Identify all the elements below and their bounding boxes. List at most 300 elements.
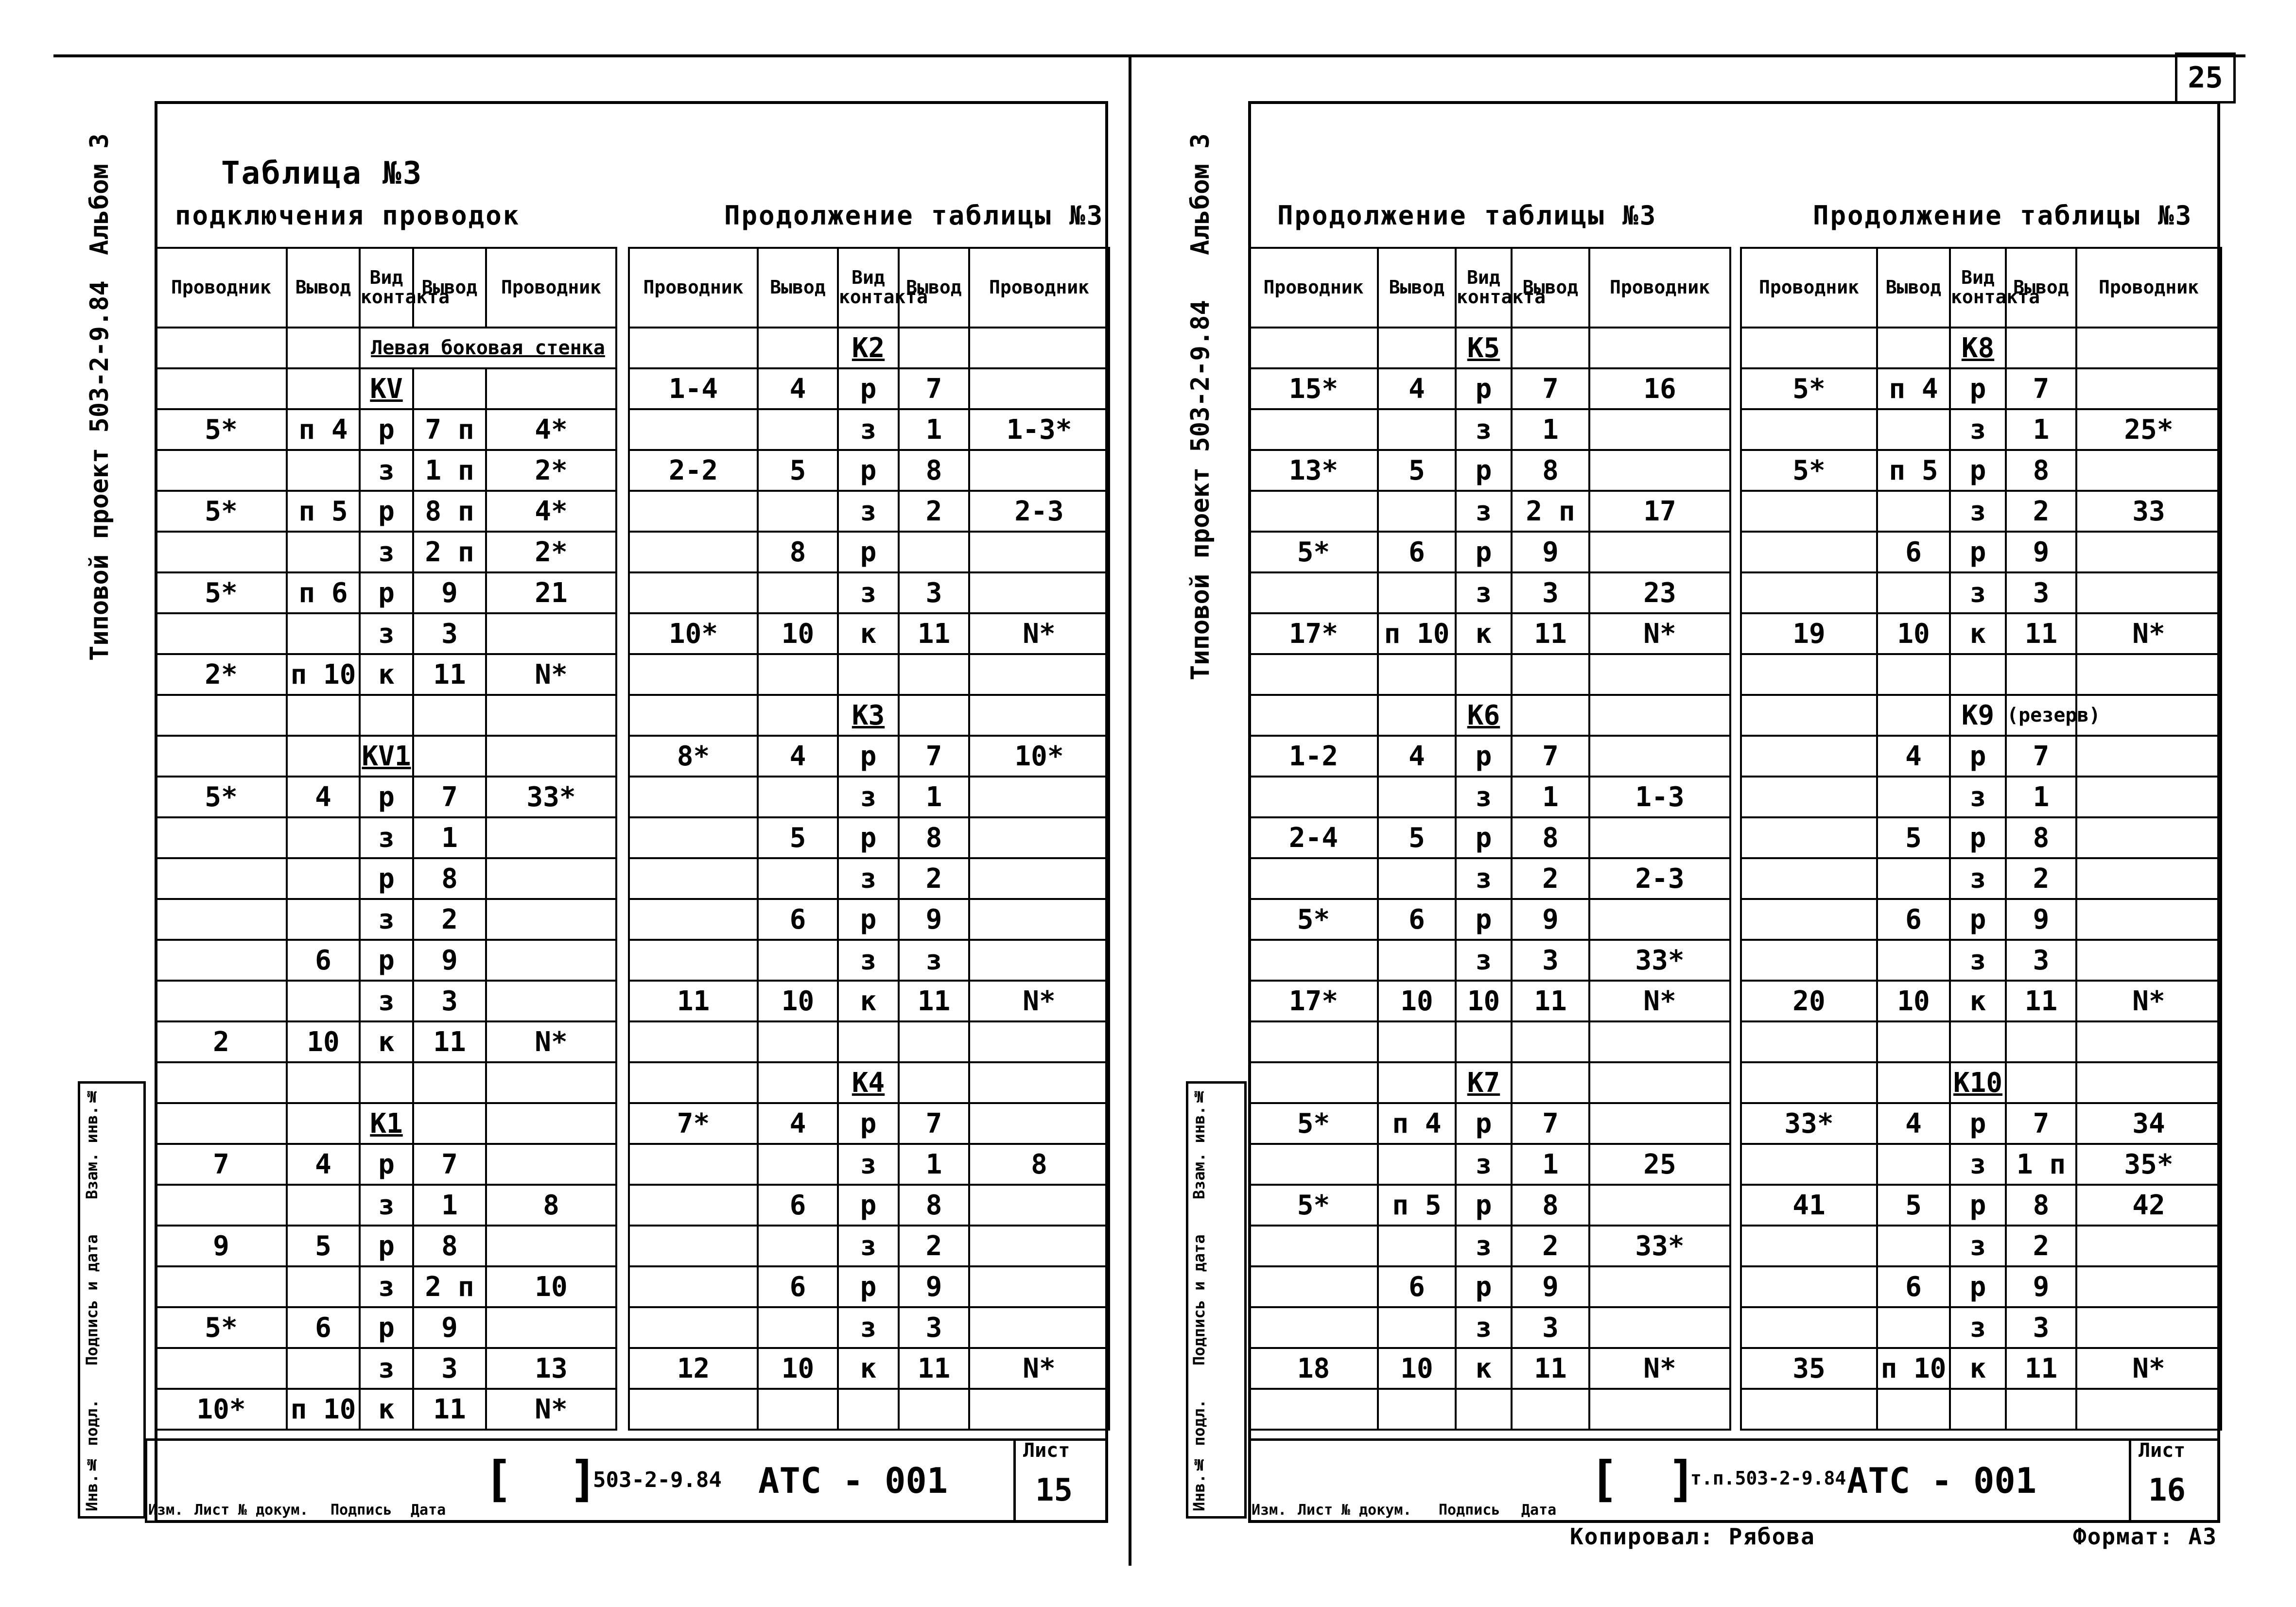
table-cell: 2-3 xyxy=(1589,858,1730,899)
table-cell xyxy=(629,328,758,368)
table-cell: 5* xyxy=(1741,368,1877,409)
table-cell xyxy=(156,1266,287,1307)
table-cell xyxy=(1249,1307,1378,1348)
table-cell: 7 xyxy=(1512,368,1589,409)
table-cell: п 4 xyxy=(287,409,360,450)
table-cell: 9 xyxy=(156,1226,287,1266)
table-cell xyxy=(1589,899,1730,940)
table-cell xyxy=(1877,654,1950,695)
table-cell xyxy=(1378,1021,1456,1062)
table-cell xyxy=(1589,1021,1730,1062)
right-stamp-list: Лист xyxy=(1298,1502,1333,1519)
table-cell xyxy=(1741,1021,1877,1062)
table-cell xyxy=(2076,1389,2221,1430)
table-cell: з xyxy=(1950,777,2006,817)
table-cell: з xyxy=(360,613,413,654)
table-cell: р xyxy=(360,940,413,981)
table-cell: 2* xyxy=(486,450,616,491)
table-cell xyxy=(758,409,838,450)
table-cell: 5 xyxy=(287,1226,360,1266)
table-cell xyxy=(1950,1389,2006,1430)
table-cell: 4 xyxy=(758,1103,838,1144)
table-cell: 8 xyxy=(413,1226,486,1266)
table-cell: з xyxy=(838,1307,899,1348)
table-cell xyxy=(287,981,360,1021)
table-cell: 2-2 xyxy=(629,450,758,491)
table-cell: 3 xyxy=(413,981,486,1021)
table-cell xyxy=(969,1103,1109,1144)
table-cell: 11 xyxy=(1512,1348,1589,1389)
table-cell xyxy=(287,368,360,409)
table-cell xyxy=(1378,1226,1456,1266)
table-cell xyxy=(1589,1185,1730,1226)
table-cell: р xyxy=(360,409,413,450)
table-cell: 11 xyxy=(2006,981,2076,1021)
table-cell: з xyxy=(360,1348,413,1389)
table-cell xyxy=(486,899,616,940)
table-cell: 4 xyxy=(1877,1103,1950,1144)
table-cell xyxy=(1741,1144,1877,1185)
left-sheet-number: 15 xyxy=(1035,1472,1073,1508)
table-cell xyxy=(1589,450,1730,491)
table-cell xyxy=(1877,409,1950,450)
table-cell xyxy=(1378,1307,1456,1348)
table-row xyxy=(1741,1226,2221,1266)
table-cell xyxy=(1877,777,1950,817)
table-cell xyxy=(1950,654,2006,695)
table-cell: 9 xyxy=(899,899,969,940)
table-cell xyxy=(1877,491,1950,532)
table-cell xyxy=(1741,654,1877,695)
table-cell: з xyxy=(838,1144,899,1185)
table-row xyxy=(1741,1021,2221,1062)
table-row xyxy=(1249,1348,1730,1389)
table-cell xyxy=(1456,654,1512,695)
table-cell: 5* xyxy=(156,409,287,450)
table-cell: 1 п xyxy=(413,450,486,491)
table-row xyxy=(1741,695,2221,736)
table-cell: з xyxy=(1950,940,2006,981)
table-cell: 35 xyxy=(1741,1348,1877,1389)
column-header-conductor: Проводник xyxy=(629,248,758,328)
table-cell xyxy=(969,368,1109,409)
table-cell xyxy=(838,1021,899,1062)
table-cell xyxy=(486,1062,616,1103)
table-cell: 7 xyxy=(899,736,969,777)
table-cell: п 5 xyxy=(1877,450,1950,491)
table-cell: 2 xyxy=(1512,858,1589,899)
table-cell: р xyxy=(1950,899,2006,940)
table-row xyxy=(156,858,616,899)
table-cell: р xyxy=(360,1226,413,1266)
table-cell: 5 xyxy=(1877,817,1950,858)
table-cell: 1-2 xyxy=(1249,736,1378,777)
table-row xyxy=(629,491,1109,532)
table-cell xyxy=(1589,328,1730,368)
table-cell: р xyxy=(1456,368,1512,409)
table-cell: 21 xyxy=(486,572,616,613)
right-continuation-left: Продолжение таблицы №3 xyxy=(1277,200,1657,231)
table-cell xyxy=(1378,491,1456,532)
table-cell xyxy=(1249,654,1378,695)
table-row xyxy=(1249,654,1730,695)
table-cell xyxy=(1512,328,1589,368)
relay-section-label: K4 xyxy=(838,1062,899,1103)
table-row xyxy=(1249,1103,1730,1144)
table-cell xyxy=(758,858,838,899)
table-cell: р xyxy=(838,450,899,491)
table-row xyxy=(1249,981,1730,1021)
table-cell: п 6 xyxy=(287,572,360,613)
table-cell: 9 xyxy=(1512,899,1589,940)
table-cell xyxy=(2006,1021,2076,1062)
table-cell: 2* xyxy=(486,532,616,572)
table-cell: 33* xyxy=(1589,1226,1730,1266)
table-row xyxy=(156,368,616,409)
table-row xyxy=(629,858,1109,899)
column-header-contact-type: Вид контакта xyxy=(838,248,899,328)
table-cell: 3 xyxy=(1512,572,1589,613)
table-cell: 5* xyxy=(1249,532,1378,572)
table-header-row xyxy=(1249,248,1730,328)
table-cell xyxy=(156,899,287,940)
table-cell: п 4 xyxy=(1877,368,1950,409)
table-cell xyxy=(1378,940,1456,981)
wiring-table-3 xyxy=(1248,247,1731,1431)
table-cell xyxy=(1741,532,1877,572)
table-cell: 2* xyxy=(156,654,287,695)
table-cell: 3 xyxy=(413,613,486,654)
table-row xyxy=(1249,817,1730,858)
relay-section-label: K7 xyxy=(1456,1062,1512,1103)
table-cell xyxy=(1456,1389,1512,1430)
table-header-row xyxy=(629,248,1109,328)
table-cell: з xyxy=(1950,491,2006,532)
table-cell xyxy=(1589,736,1730,777)
column-header-terminal-2: Вывод xyxy=(1512,248,1589,328)
column-header-terminal-2: Вывод xyxy=(899,248,969,328)
table-cell xyxy=(969,899,1109,940)
table-cell xyxy=(1741,736,1877,777)
table-cell: N* xyxy=(1589,613,1730,654)
table-cell xyxy=(1877,695,1950,736)
table-cell xyxy=(969,450,1109,491)
table-cell xyxy=(486,1226,616,1266)
table-cell: 5* xyxy=(1249,1185,1378,1226)
column-header-contact-type: Вид контакта xyxy=(360,248,413,328)
table-cell: 11 xyxy=(1512,613,1589,654)
table-cell: 15* xyxy=(1249,368,1378,409)
table-cell xyxy=(629,1266,758,1307)
table-cell: з xyxy=(1456,1307,1512,1348)
table-row xyxy=(1249,450,1730,491)
table-cell xyxy=(287,1062,360,1103)
table-cell xyxy=(1589,1266,1730,1307)
table-cell: 17 xyxy=(1589,491,1730,532)
left-bracket-close: ] xyxy=(569,1451,598,1507)
table-cell: 4 xyxy=(758,368,838,409)
table-row xyxy=(1249,1389,1730,1430)
table-cell xyxy=(156,736,287,777)
table-cell xyxy=(758,1307,838,1348)
table-cell: 9 xyxy=(2006,532,2076,572)
table-cell xyxy=(969,328,1109,368)
table-cell xyxy=(1249,1226,1378,1266)
table-cell: 8 xyxy=(413,858,486,899)
table-row xyxy=(629,450,1109,491)
table-cell xyxy=(629,777,758,817)
table-cell xyxy=(629,1307,758,1348)
table-cell xyxy=(1512,1021,1589,1062)
table-cell: р xyxy=(838,1103,899,1144)
table-row xyxy=(1741,1062,2221,1103)
table-row xyxy=(156,1266,616,1307)
relay-section-label: K6 xyxy=(1456,695,1512,736)
table-cell: 2 xyxy=(899,858,969,899)
table-row xyxy=(629,1021,1109,1062)
table-row xyxy=(156,613,616,654)
table-cell xyxy=(1456,1021,1512,1062)
table-cell xyxy=(838,1389,899,1430)
table-cell xyxy=(1877,1062,1950,1103)
table-cell xyxy=(287,532,360,572)
right-album-label: Альбом 3 xyxy=(1186,133,1215,256)
table-header-row xyxy=(1741,248,2221,328)
table-row xyxy=(1249,1144,1730,1185)
table-cell: п 5 xyxy=(287,491,360,532)
column-header-terminal: Вывод xyxy=(287,248,360,328)
table-cell xyxy=(2076,328,2221,368)
table-cell: р xyxy=(1456,1103,1512,1144)
table-cell: р xyxy=(360,1144,413,1185)
table-cell xyxy=(486,817,616,858)
table-cell xyxy=(1378,654,1456,695)
page-number: 25 xyxy=(2175,52,2236,104)
table-cell: 3 xyxy=(1512,940,1589,981)
table-row xyxy=(1249,491,1730,532)
table-cell: N* xyxy=(1589,981,1730,1021)
table-cell: з xyxy=(360,981,413,1021)
table-cell: 5* xyxy=(156,777,287,817)
table-cell: 10 xyxy=(486,1266,616,1307)
table-cell: K9 xyxy=(1950,695,2006,736)
table-cell: з xyxy=(1950,1226,2006,1266)
table-cell: з xyxy=(1456,777,1512,817)
table-cell xyxy=(969,695,1109,736)
right-project-label: Типовой проект 503-2-9.84 xyxy=(1186,300,1215,680)
table-cell: р xyxy=(1456,450,1512,491)
left-bracket-open: [ xyxy=(484,1451,513,1507)
table-row xyxy=(1741,654,2221,695)
table-row xyxy=(629,1389,1109,1430)
table-cell: 11 xyxy=(2006,1348,2076,1389)
table-row xyxy=(1741,1389,2221,1430)
table-row xyxy=(1741,450,2221,491)
table-cell xyxy=(969,1185,1109,1226)
table-cell xyxy=(2076,940,2221,981)
table-cell xyxy=(2076,532,2221,572)
table-cell: 4 xyxy=(1877,736,1950,777)
table-cell: р xyxy=(838,368,899,409)
table-cell xyxy=(969,858,1109,899)
table-row xyxy=(1249,409,1730,450)
table-cell: з xyxy=(360,817,413,858)
right-strip-sign: Подпись и дата xyxy=(1190,1234,1208,1365)
table-cell: р xyxy=(838,736,899,777)
table-cell: 2-3 xyxy=(969,491,1109,532)
table-cell: 3 xyxy=(2006,1307,2076,1348)
table-cell: 6 xyxy=(287,1307,360,1348)
table-cell xyxy=(758,777,838,817)
table-cell xyxy=(758,1226,838,1266)
table-cell xyxy=(629,1144,758,1185)
table-cell: 7 xyxy=(2006,736,2076,777)
table-row xyxy=(629,368,1109,409)
table-cell: 8 xyxy=(1512,450,1589,491)
table-cell: р xyxy=(360,572,413,613)
table-cell xyxy=(2076,736,2221,777)
table-cell xyxy=(969,532,1109,572)
wiring-table-1 xyxy=(155,247,617,1431)
table-cell xyxy=(287,1185,360,1226)
table-row xyxy=(1741,572,2221,613)
table-cell: 9 xyxy=(413,1307,486,1348)
table-row xyxy=(156,654,616,695)
table-cell xyxy=(629,1021,758,1062)
table-cell: 2 xyxy=(413,899,486,940)
table-cell: 3 xyxy=(413,1348,486,1389)
table-cell: 8 xyxy=(758,532,838,572)
table-row xyxy=(629,1348,1109,1389)
table-cell xyxy=(1877,1144,1950,1185)
table-cell: р xyxy=(360,777,413,817)
table-row xyxy=(156,572,616,613)
table-cell: N* xyxy=(969,1348,1109,1389)
table-cell: к xyxy=(838,981,899,1021)
table-cell: 9 xyxy=(2006,1266,2076,1307)
table-cell xyxy=(2076,368,2221,409)
table-cell xyxy=(1877,328,1950,368)
table-cell xyxy=(486,695,616,736)
table-cell xyxy=(629,817,758,858)
table-row xyxy=(156,1062,616,1103)
table-cell: 5 xyxy=(1378,817,1456,858)
table-cell: 8 xyxy=(2006,450,2076,491)
right-stamp-doc: № докум. xyxy=(1341,1502,1412,1519)
table-cell xyxy=(899,328,969,368)
table-cell xyxy=(1589,1062,1730,1103)
column-header-contact-type: Вид контакта xyxy=(1456,248,1512,328)
table-cell xyxy=(629,858,758,899)
table-cell: 20 xyxy=(1741,981,1877,1021)
table-row xyxy=(1249,1266,1730,1307)
right-bracket-close: ] xyxy=(1667,1451,1697,1507)
table-cell: к xyxy=(1950,981,2006,1021)
table-row xyxy=(156,1185,616,1226)
table-cell: N* xyxy=(2076,1348,2221,1389)
table-row xyxy=(1741,1266,2221,1307)
table-row xyxy=(156,817,616,858)
table-cell xyxy=(1249,491,1378,532)
table-cell xyxy=(287,1266,360,1307)
table-cell xyxy=(1512,1389,1589,1430)
table-row xyxy=(156,899,616,940)
table-cell: 33* xyxy=(1741,1103,1877,1144)
table-cell xyxy=(899,1062,969,1103)
column-header-terminal-2: Вывод xyxy=(2006,248,2076,328)
table-cell xyxy=(1877,1307,1950,1348)
right-stamp-date: Дата xyxy=(1521,1502,1557,1519)
table-cell: 2 п xyxy=(413,1266,486,1307)
table-row xyxy=(629,736,1109,777)
table-cell: 5* xyxy=(1249,1103,1378,1144)
table-row xyxy=(629,1103,1109,1144)
left-doc-code: 503-2-9.84 xyxy=(593,1468,722,1492)
table-cell: 11 xyxy=(413,1389,486,1430)
table-cell: з xyxy=(1456,1144,1512,1185)
column-header-contact-type: Вид контакта xyxy=(1950,248,2006,328)
table-row xyxy=(629,654,1109,695)
table-cell: 5 xyxy=(758,817,838,858)
column-header-conductor-2: Проводник xyxy=(486,248,616,328)
table-cell: 7 xyxy=(899,1103,969,1144)
table-cell xyxy=(1950,1021,2006,1062)
table-cell: 9 xyxy=(2006,899,2076,940)
table-cell: 7 xyxy=(2006,368,2076,409)
table-cell: 2 xyxy=(2006,858,2076,899)
table-cell: з xyxy=(838,777,899,817)
table-cell: к xyxy=(838,613,899,654)
table-cell: 1 xyxy=(2006,409,2076,450)
table-cell: 7 xyxy=(413,777,486,817)
table-cell xyxy=(2076,1021,2221,1062)
table-cell xyxy=(1249,858,1378,899)
table-cell: 10 xyxy=(758,1348,838,1389)
table-cell: 11 xyxy=(1512,981,1589,1021)
table-cell: п 10 xyxy=(287,1389,360,1430)
table-cell: 5 xyxy=(1378,450,1456,491)
table-cell: з xyxy=(838,572,899,613)
left-strip-inv: Инв.№ подл. xyxy=(83,1399,101,1512)
table-row xyxy=(1249,532,1730,572)
table-cell xyxy=(1249,1021,1378,1062)
column-header-conductor: Проводник xyxy=(1741,248,1877,328)
table-cell: 1 xyxy=(413,1185,486,1226)
table-row xyxy=(629,328,1109,368)
table-row xyxy=(1741,736,2221,777)
left-continuation-title: Продолжение таблицы №3 xyxy=(724,200,1104,231)
table-cell: 8 xyxy=(899,1185,969,1226)
table-cell xyxy=(1741,899,1877,940)
table-cell: 8 xyxy=(2006,817,2076,858)
table-cell: р xyxy=(1950,368,2006,409)
relay-section-label: K10 xyxy=(1950,1062,2006,1103)
table-cell xyxy=(758,1144,838,1185)
table-cell: р xyxy=(838,817,899,858)
table-cell: 10 xyxy=(287,1021,360,1062)
table-row xyxy=(629,1266,1109,1307)
left-stamp-izm: Изм. xyxy=(148,1502,184,1519)
table-cell: 4 xyxy=(1378,736,1456,777)
table-cell: к xyxy=(1456,613,1512,654)
table-cell: N* xyxy=(969,613,1109,654)
right-sheet-number: 16 xyxy=(2148,1472,2186,1508)
table-cell xyxy=(1249,1062,1378,1103)
table-cell xyxy=(1249,1266,1378,1307)
table-cell: з xyxy=(838,940,899,981)
table-cell: р xyxy=(1456,1266,1512,1307)
table-cell: 42 xyxy=(2076,1185,2221,1226)
